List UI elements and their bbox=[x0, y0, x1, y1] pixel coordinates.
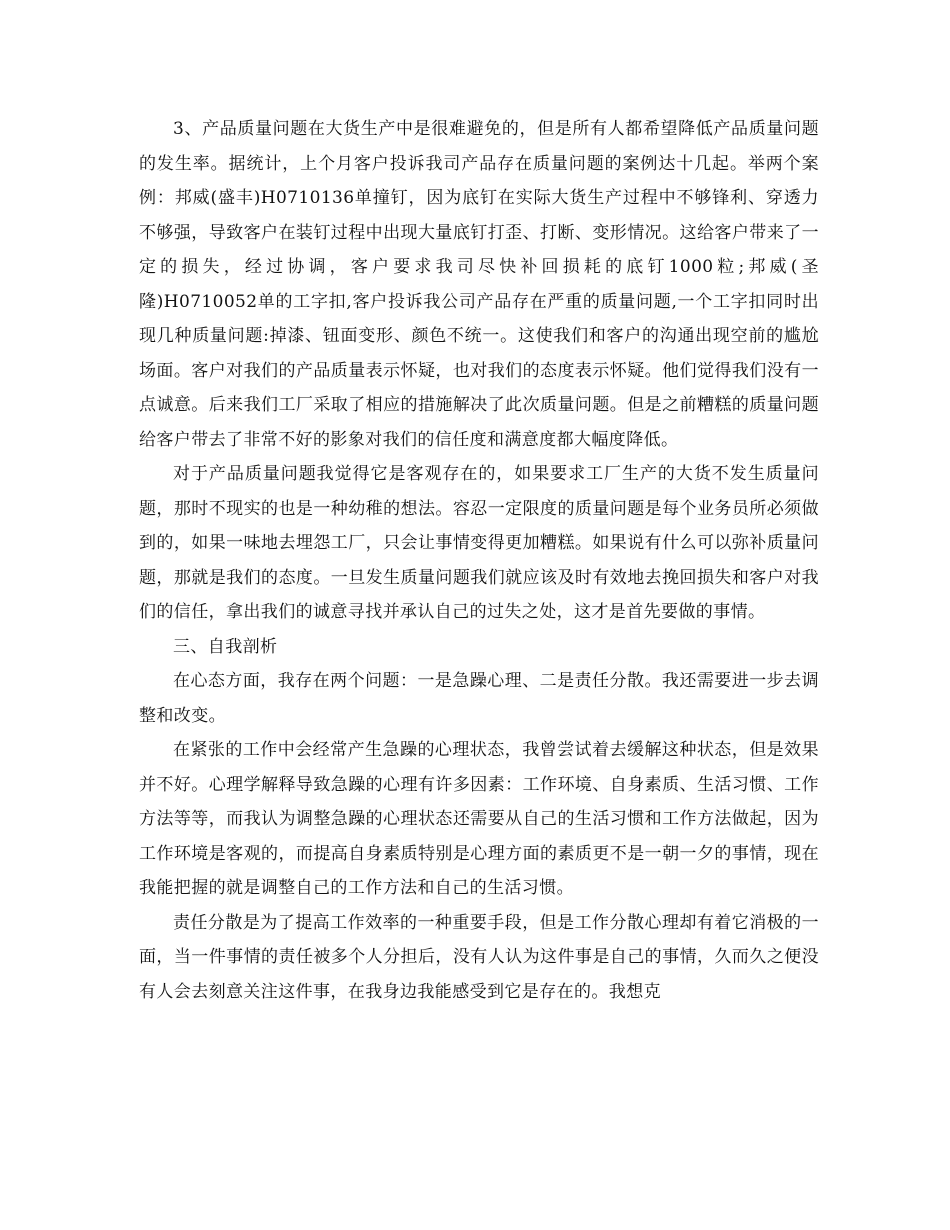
paragraph-responsibility-diffusion: 责任分散是为了提高工作效率的一种重要手段，但是工作分散心理却有着它消极的一面，当一件事情的责任被多个人分担后，没有人认为这件事是自己的事情，久而久之便没有人会去刻意关注这件事，在我身边我能感受到它是存在的。我想克 bbox=[139, 912, 819, 1002]
document-body bbox=[139, 112, 819, 1009]
paragraph-impatience: 在紧张的工作中会经常产生急躁的心理状态，我曾尝试着去缓解这种状态，但是效果并不好。心理学解释导致急躁的心理有许多因素：工作环境、自身素质、生活习惯、工作方法等等，而我认为调整急躁的心理状态还需要从自己的生活习惯和工作方法做起，因为工作环境是客观的，而提高自身素质特别是心理方面的素质更不是一朝一夕的事情，现在我能把握的就是调整自己的工作方法和自己的生活习惯。 bbox=[139, 740, 819, 898]
paragraph-quality-attitude: 对于产品质量问题我觉得它是客观存在的，如果要求工厂生产的大货不发生质量问题，那时不现实的也是一种幼稚的想法。容忍一定限度的质量问题是每个业务员所必须做到的，如果一味地去埋怨工厂，只会让事情变得更加糟糕。如果说有什么可以弥补质量问题，那就是我们的态度。一旦发生质量问题我们就应该及时有效地去挽回损失和客户对我们的信任，拿出我们的诚意寻找并承认自己的过失之处，这才是首先要做的事情。 bbox=[139, 464, 819, 622]
section-heading-self-analysis: 三、自我剖析 bbox=[173, 636, 278, 657]
paragraph-mindset-problems: 在心态方面，我存在两个问题：一是急躁心理、二是责任分散。我还需要进一步去调整和改变。 bbox=[139, 671, 819, 726]
paragraph-product-quality-cases: 3、产品质量问题在大货生产中是很难避免的，但是所有人都希望降低产品质量问题的发生率。据统计，上个月客户投诉我司产品存在质量问题的案例达十几起。举两个案例：邦威(盛丰)H0710136单撞钉，因为底钉在实际大货生产过程中不够锋利、穿透力不够强，导致客户在装钉过程中出现大量底钉打歪、打断、变形情况。这给客户带来了一定的损失，经过协调，客户要求我司尽快补回损耗的底钉1000粒;邦威(圣隆)H0710052单的工字扣,客户投诉我公司产品存在严重的质量问题,一个工字扣同时出现几种质量问题:掉漆、钮面变形、颜色不统一。这使我们和客户的沟通出现空前的尴尬场面。客户对我们的产品质量表示怀疑，也对我们的态度表示怀疑。他们觉得我们没有一点诚意。后来我们工厂采取了相应的措施解决了此次质量问题。但是之前糟糕的质量问题给客户带去了非常不好的影象对我们的信任度和满意度都大幅度降低。 bbox=[139, 119, 819, 450]
